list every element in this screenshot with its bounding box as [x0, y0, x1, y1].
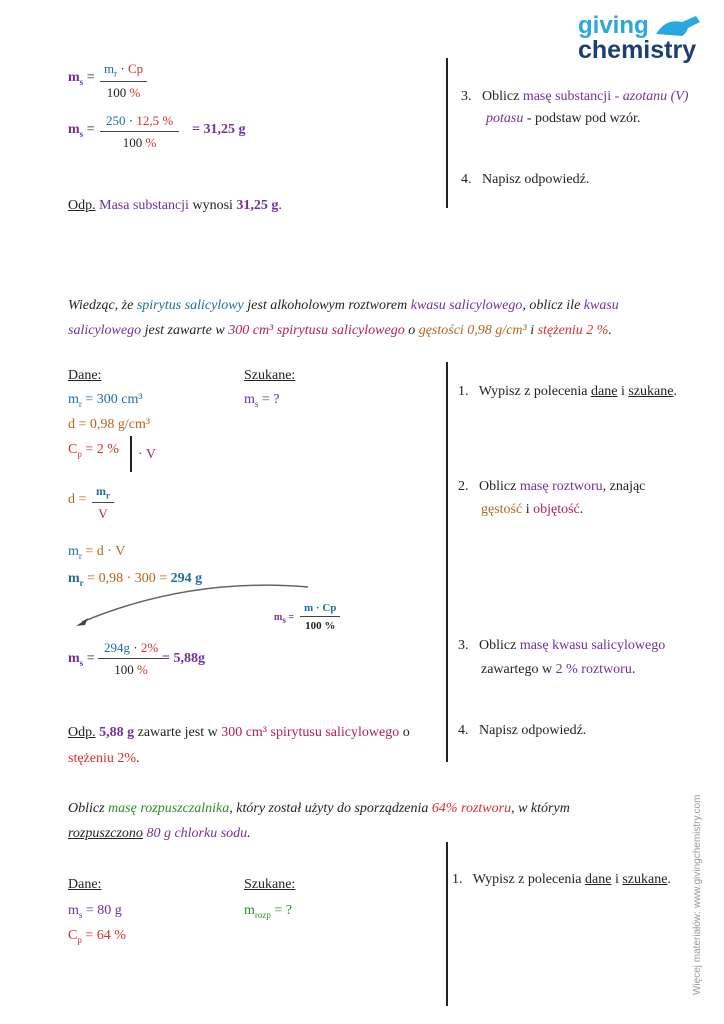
- divider-line: [446, 58, 448, 208]
- ex2-density-fraction: $\frac{m_r}{V}$: [92, 484, 114, 522]
- ex1-step-3-cont: potasu - podstaw pod wzór.: [486, 111, 641, 126]
- ex2-step-3: 3. Oblicz masę kwasu salicylowego: [458, 638, 666, 653]
- multiply-bar: [130, 436, 132, 472]
- ex2-question-line1: Wiedząc, że spirytus salicylowy jest alkoholowym roztworem kwasu salicylowego, oblicz ile kwasu: [68, 298, 619, 313]
- ex3-dane-label: Dane:: [68, 877, 102, 892]
- divider-line-2: [446, 362, 448, 762]
- ex2-mr: $m_r = 300$ cm³: [68, 392, 143, 409]
- logo-flask-icon: [652, 12, 708, 38]
- ex2-result-value: = 5,88g: [162, 651, 205, 666]
- side-watermark: Więcej materiałów: www.givingchemistry.com: [692, 794, 703, 995]
- logo-line2: chemistry: [578, 36, 697, 64]
- formula1-lhs: $m_s$ =: [68, 70, 95, 87]
- formula2-result: = 31,25 g: [192, 122, 246, 137]
- formula2-lhs: $m_s$ =: [68, 122, 95, 139]
- ex1-answer: Odp. Masa substancji wynosi 31,25 g.: [68, 198, 282, 213]
- ex2-answer-line2: stężeniu 2%.: [68, 751, 140, 766]
- ex2-step-4: 4. Napisz odpowiedź.: [458, 723, 587, 738]
- hint-fraction: $\frac{m \cdot Cp}{100 \%}$: [300, 602, 340, 632]
- ex3-question-line1: Oblicz masę rozpuszczalnika, który został użyty do sporządzenia 64% roztworu, w którym: [68, 801, 570, 816]
- ex2-times-v: · V: [138, 447, 157, 462]
- ex2-mr-eq1: $m_r = d \cdot V$: [68, 544, 126, 561]
- ex2-ms-unknown: $m_s$ = ?: [244, 392, 280, 409]
- ex3-mrozp-unknown: $m_{rozp}$ = ?: [244, 903, 292, 920]
- ex3-step-1: 1. Wypisz z polecenia dane i szukane.: [452, 872, 671, 887]
- ex2-result-lhs: $m_s$ =: [68, 651, 95, 668]
- hint-lhs: $m_s$ =: [274, 612, 295, 625]
- ex2-dfrac-lhs: d =: [68, 492, 87, 507]
- ex2-density: d = 0,98 g/cm³: [68, 417, 151, 432]
- ex1-step-3: 3. Oblicz masę substancji - azotanu (V): [461, 89, 689, 104]
- ex2-step-1: 1. Wypisz z polecenia dane i szukane.: [458, 384, 677, 399]
- ex3-szukane-label: Szukane:: [244, 877, 296, 892]
- ex2-dane-label: Dane:: [68, 368, 102, 383]
- formula2-fraction: $\frac{250 \cdot 12,5 \%}{100 \%}$: [100, 113, 179, 151]
- formula1-fraction: $\frac{m_r \cdot Cp}{100 \%}$: [100, 61, 147, 101]
- ex3-cp: $C_p = 64$ %: [68, 928, 126, 945]
- ex2-step-2: 2. Oblicz masę roztworu, znając: [458, 479, 646, 494]
- ex2-mr-eq2: $m_r = 0,98 \cdot 300 = 294$ g: [68, 571, 203, 588]
- ex3-question-line2: rozpuszczono 80 g chlorku sodu.: [68, 826, 251, 841]
- ex2-question-line2: salicylowego jest zawarte w 300 cm³ spirytusu salicylowego o gęstości 0,98 g/cm³ i stężeniu 2 %.: [68, 323, 612, 338]
- ex2-szukane-label: Szukane:: [244, 368, 296, 383]
- ex2-cp: $C_p = 2$ %: [68, 442, 119, 459]
- ex2-result-fraction: $\frac{294g \cdot 2\%}{100 \%}$: [98, 640, 164, 678]
- divider-line-3: [446, 842, 448, 1006]
- ex1-step-4: 4. Napisz odpowiedź.: [461, 172, 590, 187]
- ex3-ms: $m_s = 80$ g: [68, 903, 122, 920]
- ex2-step-2-cont: gęstość i objętość.: [481, 502, 584, 517]
- ex2-answer-line1: Odp. 5,88 g zawarte jest w 300 cm³ spirytusu salicylowego o: [68, 725, 410, 740]
- ex2-step-3-cont: zawartego w 2 % roztworu.: [481, 662, 636, 677]
- logo-line1: giving: [578, 12, 649, 39]
